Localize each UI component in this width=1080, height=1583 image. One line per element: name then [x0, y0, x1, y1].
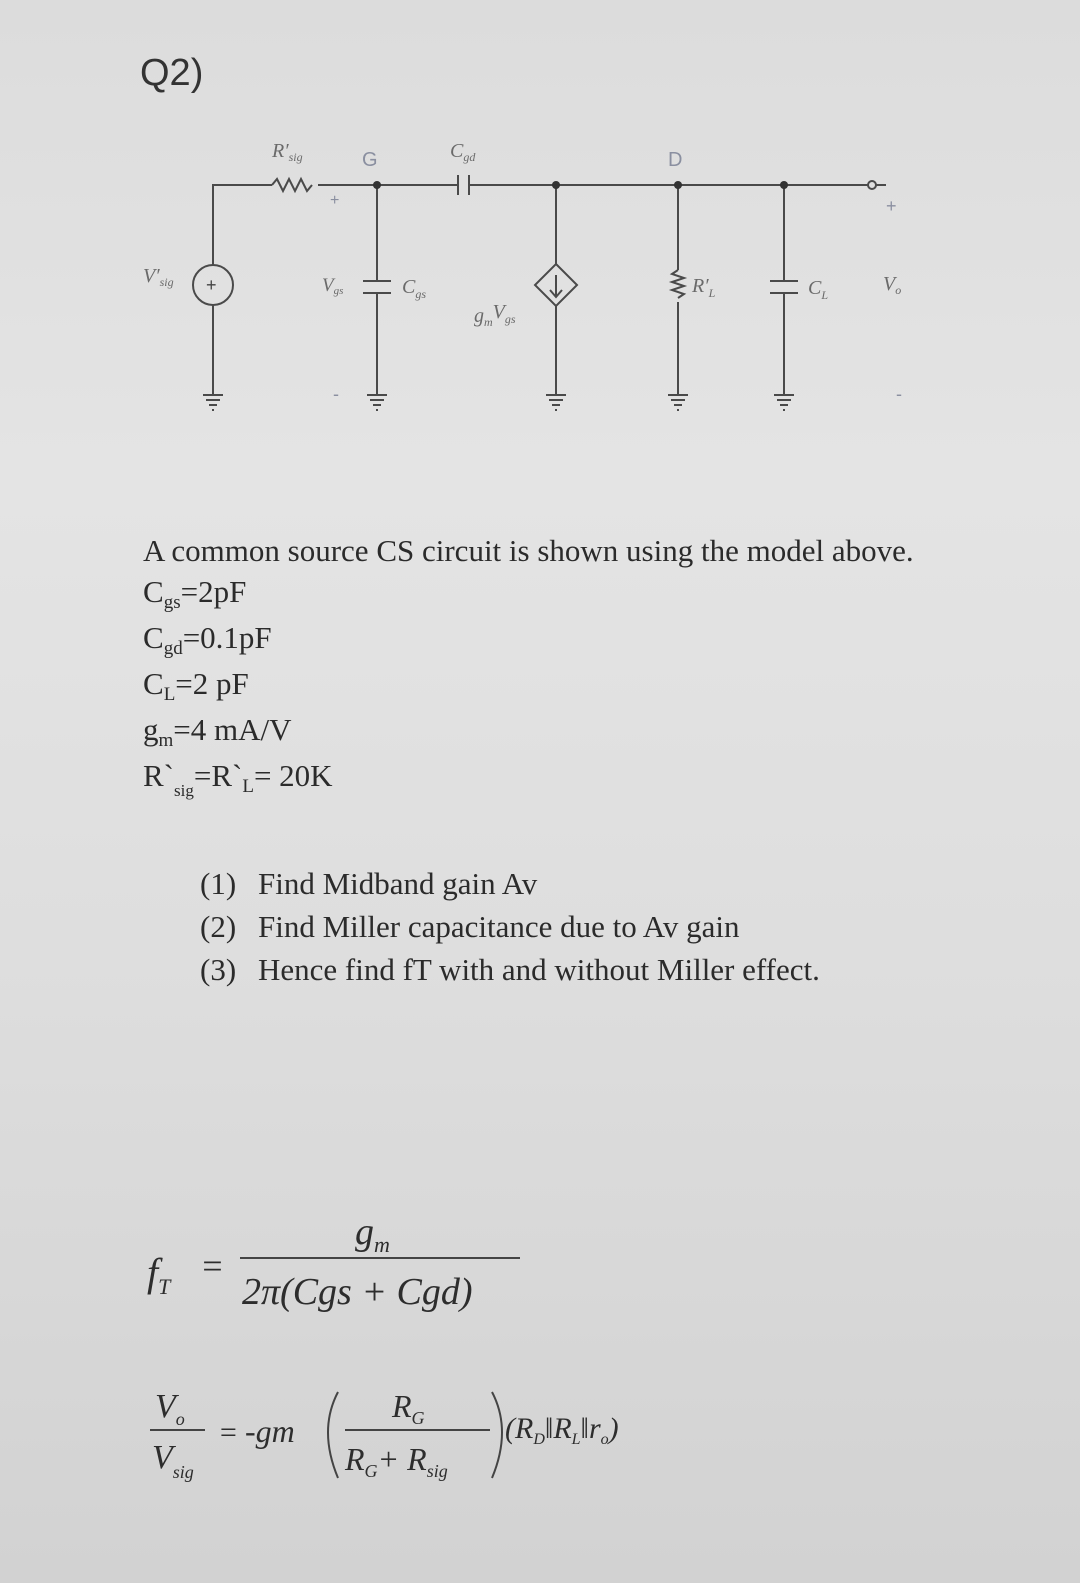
svg-text:RG+ Rsig: $R_G+ R_{sig}$	[345, 1441, 448, 1481]
source-top-wire	[213, 185, 272, 265]
formula-gain	[150, 1388, 619, 1482]
svg-text:RG: $R_G$	[392, 1388, 425, 1428]
rl-label: $R'_L$	[692, 275, 716, 300]
svg-text:=: =	[200, 1246, 225, 1286]
svg-text:2π(Cgs + Cgd): 2π(Cgs + Cgd)	[242, 1271, 473, 1313]
question-item: (3) Hence find fT with and without Miller effect.	[200, 952, 820, 987]
vo-label: $V_o$	[883, 273, 902, 297]
param-cl: CL=2 pF	[143, 666, 249, 705]
description: A common source CS circuit is shown using the model above.	[143, 533, 914, 568]
question-item: (2) Find Miller capacitance due to Av gain	[200, 909, 740, 944]
svg-text:fT: $f_T$	[147, 1250, 171, 1299]
cgs-capacitor-icon	[363, 281, 391, 293]
problem-statement	[143, 530, 914, 801]
node-1	[552, 181, 560, 189]
gm-vgs-label: $g_mV_{gs}$	[474, 301, 516, 329]
vgs-minus: -	[333, 384, 339, 404]
source-plus: +	[206, 275, 217, 295]
svg-text:Vo: $V_o$	[155, 1388, 185, 1429]
circuit-diagram	[0, 0, 1080, 480]
svg-text:gm: $g_m$	[355, 1211, 390, 1257]
r-sig-label: $R'_{sig}$	[272, 140, 303, 164]
svg-text:=: =	[218, 1416, 239, 1449]
param-gm: gm=4 mA/V	[143, 712, 292, 751]
v-gs-label: Vgs	[322, 275, 344, 297]
svg-text:-gm: -gm	[245, 1413, 295, 1449]
cl-capacitor-icon	[770, 281, 798, 293]
vo-minus: -	[896, 384, 902, 404]
cgd-capacitor-icon	[458, 175, 469, 195]
cl-label: $C_L$	[808, 277, 829, 302]
svg-text:Vsig: $V_{sig}$	[152, 1439, 194, 1482]
svg-text:(RD‖RL‖ro): $(R_D‖R_L‖r_o)$	[505, 1412, 619, 1448]
r-sig-resistor-icon	[272, 179, 312, 191]
output-terminal-icon	[868, 181, 876, 189]
current-arrow-icon	[550, 275, 562, 297]
gate-label: G	[362, 149, 378, 171]
formulas	[0, 1180, 1080, 1520]
ground-icons	[203, 395, 794, 410]
node-drain	[674, 181, 682, 189]
drain-label: D	[668, 149, 683, 171]
param-cgd: Cgd=0.1pF	[143, 620, 272, 659]
rl-resistor-icon	[672, 270, 684, 298]
formula-ft	[147, 1211, 520, 1313]
questions-list	[200, 862, 820, 991]
gate-plus: +	[330, 192, 340, 209]
cgd-label: $C_{gd}$	[450, 140, 476, 164]
question-label: Q2)	[140, 52, 204, 94]
node-2	[780, 181, 788, 189]
c-gs-label: $C_{gs}$	[402, 276, 427, 301]
question-item: (1) Find Midband gain Av	[200, 866, 538, 901]
param-cgs: Cgs=2pF	[143, 574, 247, 613]
v-sig-label: $V'_{sig}$	[143, 265, 174, 289]
vo-plus: +	[886, 196, 897, 216]
param-r: $R`_{sig}=R`L= 20K$	[143, 758, 333, 800]
node-gate	[373, 181, 381, 189]
